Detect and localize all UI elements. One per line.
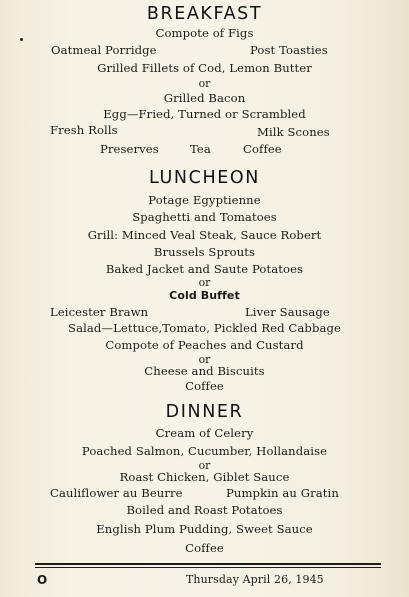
footer-rule-thin bbox=[35, 567, 381, 568]
luncheon-or: or bbox=[198, 276, 211, 289]
dinner-cauliflower: Cauliflower au Beurre bbox=[50, 486, 183, 500]
breakfast-oatmeal: Oatmeal Porridge bbox=[51, 43, 157, 57]
dinner-heading: DINNER bbox=[165, 402, 244, 422]
dinner-celery: Cream of Celery bbox=[155, 426, 254, 440]
breakfast-rolls: Fresh Rolls bbox=[50, 123, 118, 137]
luncheon-coffee: Coffee bbox=[185, 379, 224, 393]
luncheon-peaches: Compote of Peaches and Custard bbox=[105, 338, 304, 352]
breakfast-coffee: Coffee bbox=[243, 142, 282, 156]
dinner-or: or bbox=[198, 459, 211, 472]
luncheon-cheese: Cheese and Biscuits bbox=[144, 364, 265, 378]
dinner-pumpkin: Pumpkin au Gratin bbox=[226, 486, 339, 500]
luncheon-buffet: Cold Buffet bbox=[169, 289, 240, 302]
luncheon-potage: Potage Egyptienne bbox=[148, 193, 261, 207]
breakfast-or: or bbox=[198, 77, 211, 90]
dinner-chicken: Roast Chicken, Giblet Sauce bbox=[119, 470, 290, 484]
luncheon-grill: Grill: Minced Veal Steak, Sauce Robert bbox=[87, 228, 322, 242]
dinner-boiled: Boiled and Roast Potatoes bbox=[126, 503, 283, 517]
breakfast-toasties: Post Toasties bbox=[250, 43, 328, 57]
dinner-coffee: Coffee bbox=[185, 541, 224, 555]
luncheon-potatoes: Baked Jacket and Saute Potatoes bbox=[105, 262, 304, 276]
luncheon-sausage: Liver Sausage bbox=[245, 305, 330, 319]
breakfast-tea: Tea bbox=[190, 142, 211, 156]
footer-rule-thick bbox=[35, 563, 381, 565]
luncheon-brawn: Leicester Brawn bbox=[50, 305, 149, 319]
luncheon-salad: Salad—Lettuce,Tomato, Pickled Red Cabbage bbox=[68, 321, 341, 335]
breakfast-heading: BREAKFAST bbox=[146, 4, 263, 24]
luncheon-or-2: or bbox=[198, 353, 211, 366]
breakfast-scones: Milk Scones bbox=[257, 125, 330, 139]
breakfast-cod: Grilled Fillets of Cod, Lemon Butter bbox=[97, 61, 312, 75]
breakfast-bacon: Grilled Bacon bbox=[163, 91, 246, 105]
menu-date: Thursday April 26, 1945 bbox=[186, 573, 324, 586]
luncheon-spaghetti: Spaghetti and Tomatoes bbox=[132, 210, 277, 224]
luncheon-sprouts: Brussels Sprouts bbox=[153, 245, 256, 259]
breakfast-egg: Egg—Fried, Turned or Scrambled bbox=[103, 107, 306, 121]
breakfast-compote: Compote of Figs bbox=[155, 26, 254, 40]
breakfast-preserves: Preserves bbox=[100, 142, 159, 156]
dinner-salmon: Poached Salmon, Cucumber, Hollandaise bbox=[81, 444, 328, 458]
dinner-pudding: English Plum Pudding, Sweet Sauce bbox=[96, 522, 313, 536]
luncheon-heading: LUNCHEON bbox=[149, 168, 260, 188]
footer-mark: O bbox=[37, 573, 48, 587]
